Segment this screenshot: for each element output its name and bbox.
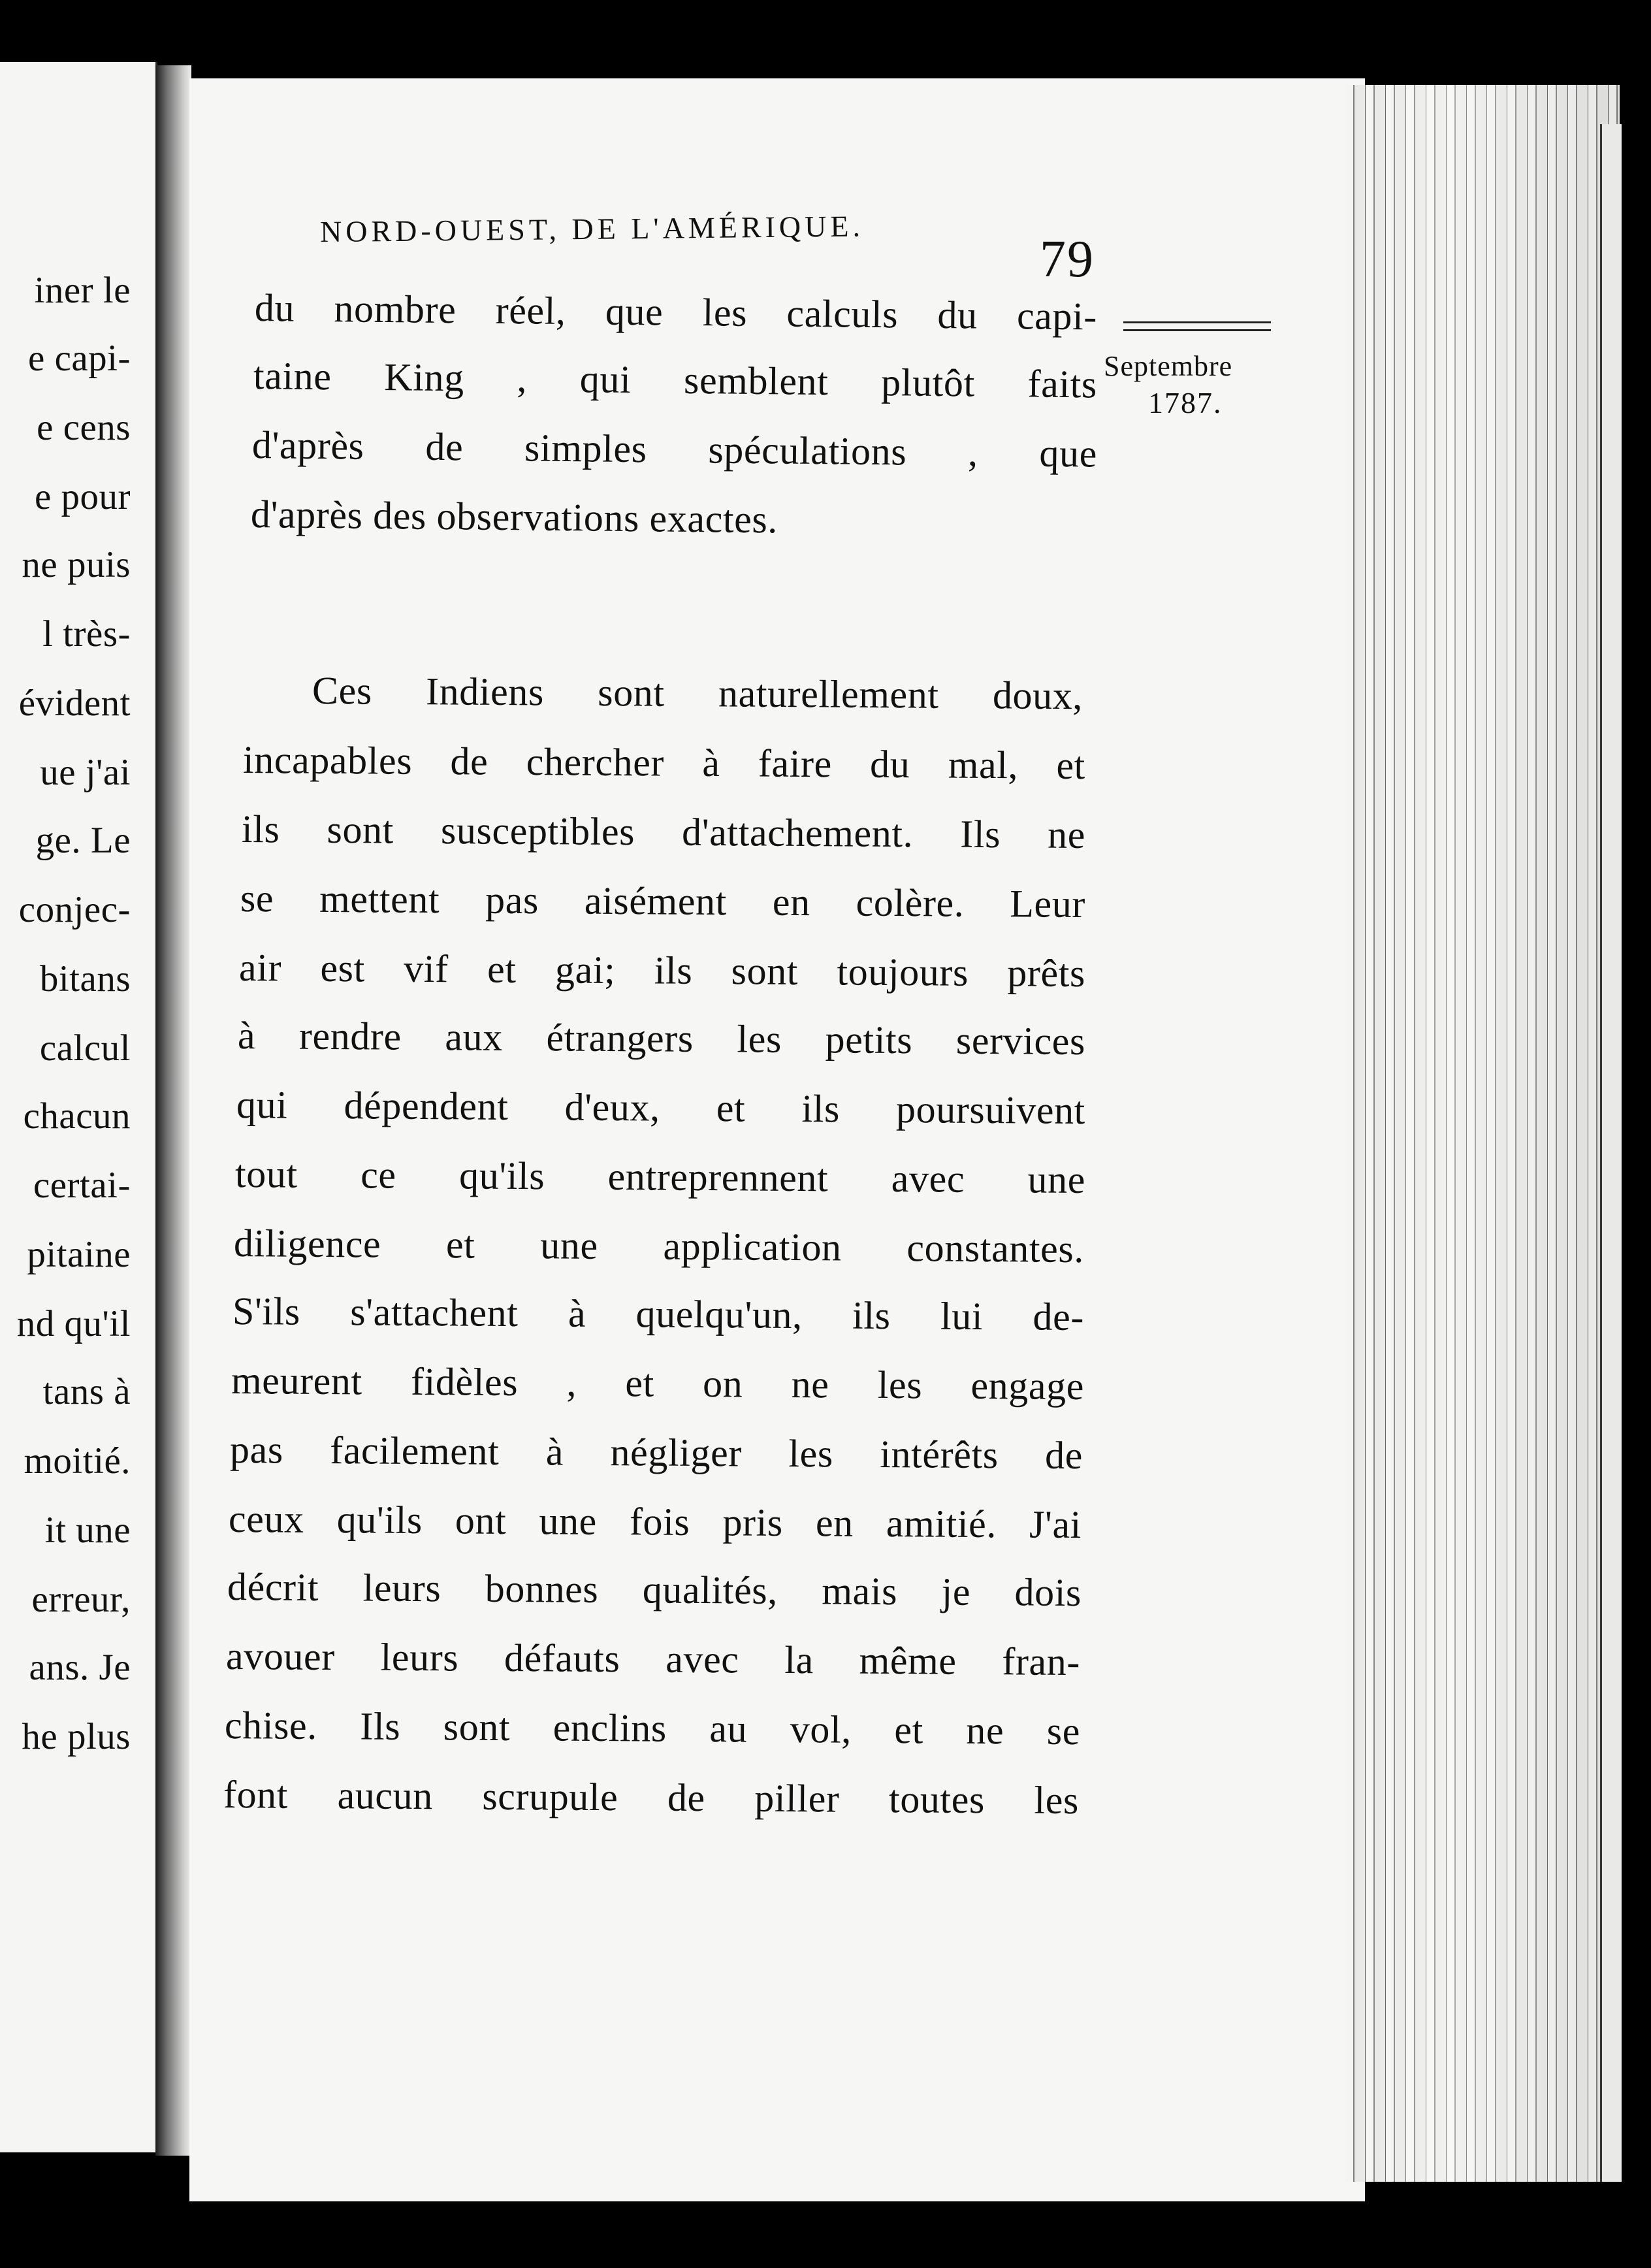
running-header: NORD-OUEST, DE L'AMÉRIQUE. (319, 209, 865, 249)
text-line: ceux qu'ils ont une fois pris en amitié. J'ai (228, 1497, 1082, 1547)
text-line: pas facilement à négliger les intérêts de (229, 1428, 1083, 1478)
left-page-line: l très- (42, 613, 131, 655)
left-page-line: moitié. (24, 1440, 131, 1482)
left-page-line: iner le (34, 270, 131, 311)
text-line: Ces Indiens sont naturellement doux, (312, 669, 1083, 718)
text-line: qui dépendent d'eux, et ils poursuivent (236, 1083, 1086, 1133)
book-cover-edge (1600, 124, 1622, 2182)
left-page-line: he plus (22, 1716, 131, 1757)
text-line: air est vif et gai; ils sont toujours prêts (238, 946, 1086, 996)
left-page-line: ue j'ai (40, 752, 131, 793)
left-page-line: ge. Le (35, 820, 131, 861)
text-line: avouer leurs défauts avec la même fran- (225, 1634, 1081, 1684)
left-page-line: nd qu'il (16, 1303, 131, 1344)
left-page-line: tans à (42, 1371, 131, 1412)
sidenote-year: 1787. (1148, 386, 1223, 419)
page-edges (1345, 85, 1620, 2182)
left-page-line: e cens (37, 407, 131, 448)
left-page-line: calcul (39, 1028, 131, 1069)
left-page-line: ans. Je (29, 1647, 131, 1688)
left-page-line: e capi- (28, 338, 131, 379)
text-line: d'après des observations exactes. (250, 493, 778, 542)
text-line: chise. Ils sont enclins au vol, et ne se (224, 1704, 1081, 1753)
left-page-line: évident (18, 683, 131, 724)
right-page (189, 78, 1365, 2201)
text-line: se mettent pas aisément en colère. Leur (240, 877, 1086, 926)
text-line: à rendre aux étrangers les petits services (237, 1014, 1086, 1063)
text-line: font aucun scrupule de piller toutes les (223, 1773, 1080, 1822)
book-gutter (155, 65, 191, 2156)
left-page-line: certai- (33, 1165, 131, 1206)
text-line: décrit leurs bonnes qualités, mais je dois (227, 1565, 1082, 1615)
text-line: du nombre réel, que les calculs du capi- (254, 286, 1098, 338)
left-facing-page (0, 62, 157, 2152)
left-page-line: e pour (34, 476, 131, 517)
text-line: S'ils s'attachent à quelqu'un, ils lui de- (232, 1289, 1085, 1339)
text-line: d'après de simples spéculations , que (251, 423, 1098, 476)
left-page-line: ne puis (22, 544, 131, 585)
sidenote-rule (1123, 329, 1271, 331)
text-line: taine King , qui semblent plutôt faits (253, 354, 1098, 406)
text-line: tout ce qu'ils entreprennent avec une (234, 1152, 1086, 1202)
sidenote-rule (1123, 321, 1271, 323)
left-page-line: conjec- (18, 889, 131, 930)
text-line: diligence et une application constantes. (233, 1222, 1085, 1271)
left-page-line: bitans (39, 958, 131, 999)
text-line: ils sont susceptibles d'attachement. Ils ne (241, 807, 1086, 857)
sidenote-month: Septembre (1104, 350, 1233, 382)
left-page-line: erreur, (31, 1579, 131, 1620)
page-edges-shading (1345, 85, 1620, 2182)
left-page-line: chacun (23, 1095, 131, 1137)
left-page-line: it une (44, 1510, 131, 1551)
page-number: 79 (1040, 231, 1095, 288)
text-line: incapables de chercher à faire du mal, et (242, 738, 1086, 788)
left-page-line: pitaine (27, 1234, 131, 1275)
text-line: meurent fidèles , et on ne les engage (231, 1359, 1085, 1408)
